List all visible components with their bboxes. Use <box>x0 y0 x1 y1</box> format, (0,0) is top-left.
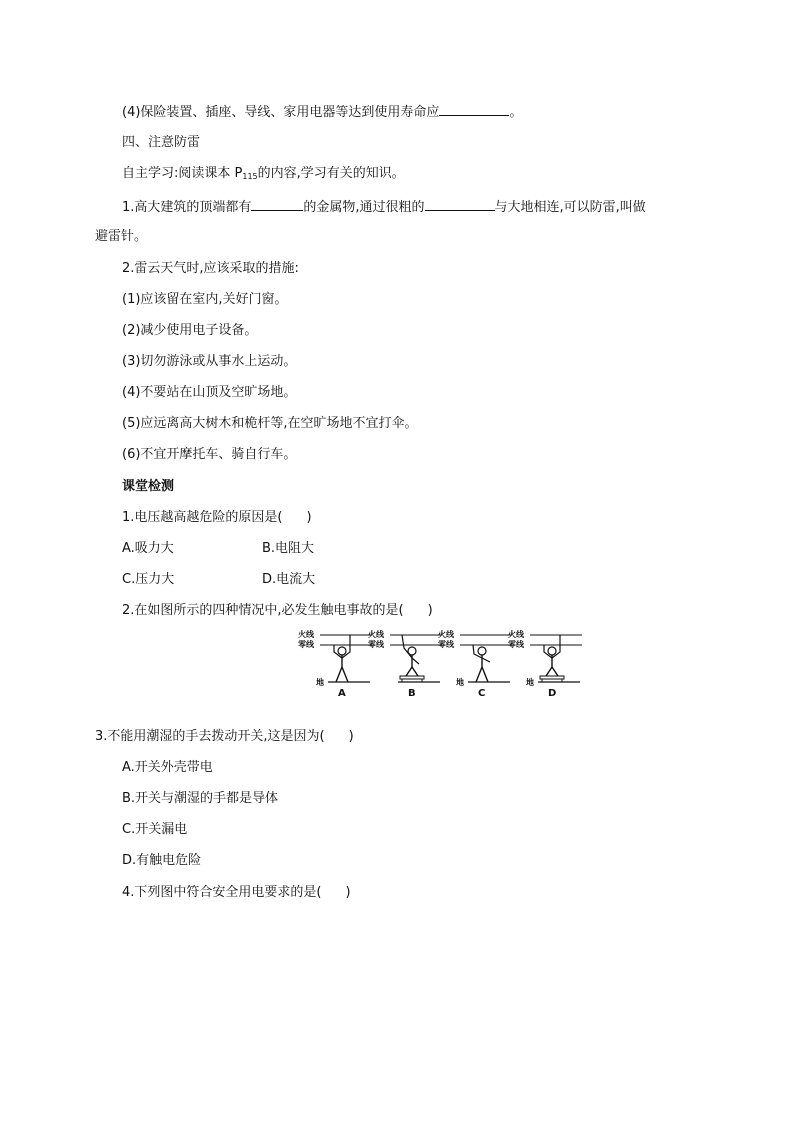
neutral-wire-label: 零线 <box>508 640 524 649</box>
live-wire-label: 火线 <box>508 630 524 639</box>
answer-blank[interactable] <box>439 102 509 116</box>
ground-label: 地 <box>526 678 534 687</box>
text-line: 避雷针。 <box>95 229 148 244</box>
neutral-wire-label: 零线 <box>298 640 314 649</box>
text-line: 自主学习:阅读课本 $P_{115}$的内容,学习有关的知识。 <box>122 166 405 181</box>
person-leg <box>552 667 558 676</box>
option[interactable]: B.电阻大 <box>262 541 315 556</box>
person-leg <box>412 667 418 676</box>
text-line: 1.高大建筑的顶端都有 的金属物,通过很粗的 与大地相连,可以防雷,叫做 <box>122 197 646 217</box>
answer-blank[interactable] <box>425 197 495 211</box>
person-head <box>478 647 486 655</box>
panel-label: A <box>338 688 346 699</box>
option[interactable]: A.开关外壳带电 <box>122 760 213 775</box>
question-1: 1.电压越高越危险的原因是( ) <box>122 510 312 525</box>
question-3: 3.不能用潮湿的手去拨动开关,这是因为( ) <box>95 729 354 744</box>
panel-label: C <box>478 688 486 699</box>
ground-label: 地 <box>316 678 324 687</box>
text-line: (2)减少使用电子设备。 <box>122 323 258 338</box>
text-line: (3)切勿游泳或从事水上运动。 <box>122 354 297 369</box>
option[interactable]: D.电流大 <box>262 572 316 587</box>
person-leg <box>336 667 342 682</box>
option[interactable]: D.有触电危险 <box>122 853 202 868</box>
question-4: 4.下列图中符合安全用电要求的是( ) <box>122 885 351 900</box>
person-leg <box>406 667 412 676</box>
text-line: (1)应该留在室内,关好门窗。 <box>122 292 288 307</box>
answer-blank[interactable] <box>251 197 303 211</box>
neutral-wire-label: 零线 <box>438 640 454 649</box>
option[interactable]: C.压力大 <box>122 572 175 587</box>
text-line: 2.雷云天气时,应该采取的措施: <box>122 261 299 276</box>
insulating-stool <box>400 676 424 679</box>
ground-label: 地 <box>456 678 464 687</box>
live-wire-label: 火线 <box>298 630 314 639</box>
panel-label: B <box>408 688 416 699</box>
live-wire-label: 火线 <box>438 630 454 639</box>
live-wire-label: 火线 <box>368 630 384 639</box>
text-line: (4)保险装置、插座、导线、家用电器等达到使用寿命应 。 <box>122 102 522 122</box>
text-line: (4)不要站在山顶及空旷场地。 <box>122 385 297 400</box>
person-leg <box>342 667 348 682</box>
section-heading: 课堂检测 <box>122 479 175 494</box>
panel-label: D <box>548 688 557 699</box>
person-arm <box>412 658 419 664</box>
person-head <box>338 647 346 655</box>
text-line: (6)不宜开摩托车、骑自行车。 <box>122 447 297 462</box>
person-leg <box>482 667 488 682</box>
shock-scenarios-figure <box>300 628 590 700</box>
neutral-wire-label: 零线 <box>368 640 384 649</box>
person-leg <box>546 667 552 676</box>
option[interactable]: C.开关漏电 <box>122 822 188 837</box>
text-line: (5)应远离高大树木和桅杆等,在空旷场地不宜打伞。 <box>122 416 418 431</box>
insulating-stool <box>540 676 564 679</box>
question-2: 2.在如图所示的四种情况中,必发生触电事故的是( ) <box>122 603 433 618</box>
option[interactable]: B.开关与潮湿的手都是导体 <box>122 791 279 806</box>
section-heading: 四、注意防雷 <box>122 135 201 150</box>
person-leg <box>476 667 482 682</box>
person-head <box>548 647 556 655</box>
person-arm <box>482 658 490 662</box>
option[interactable]: A.吸力大 <box>122 541 174 556</box>
